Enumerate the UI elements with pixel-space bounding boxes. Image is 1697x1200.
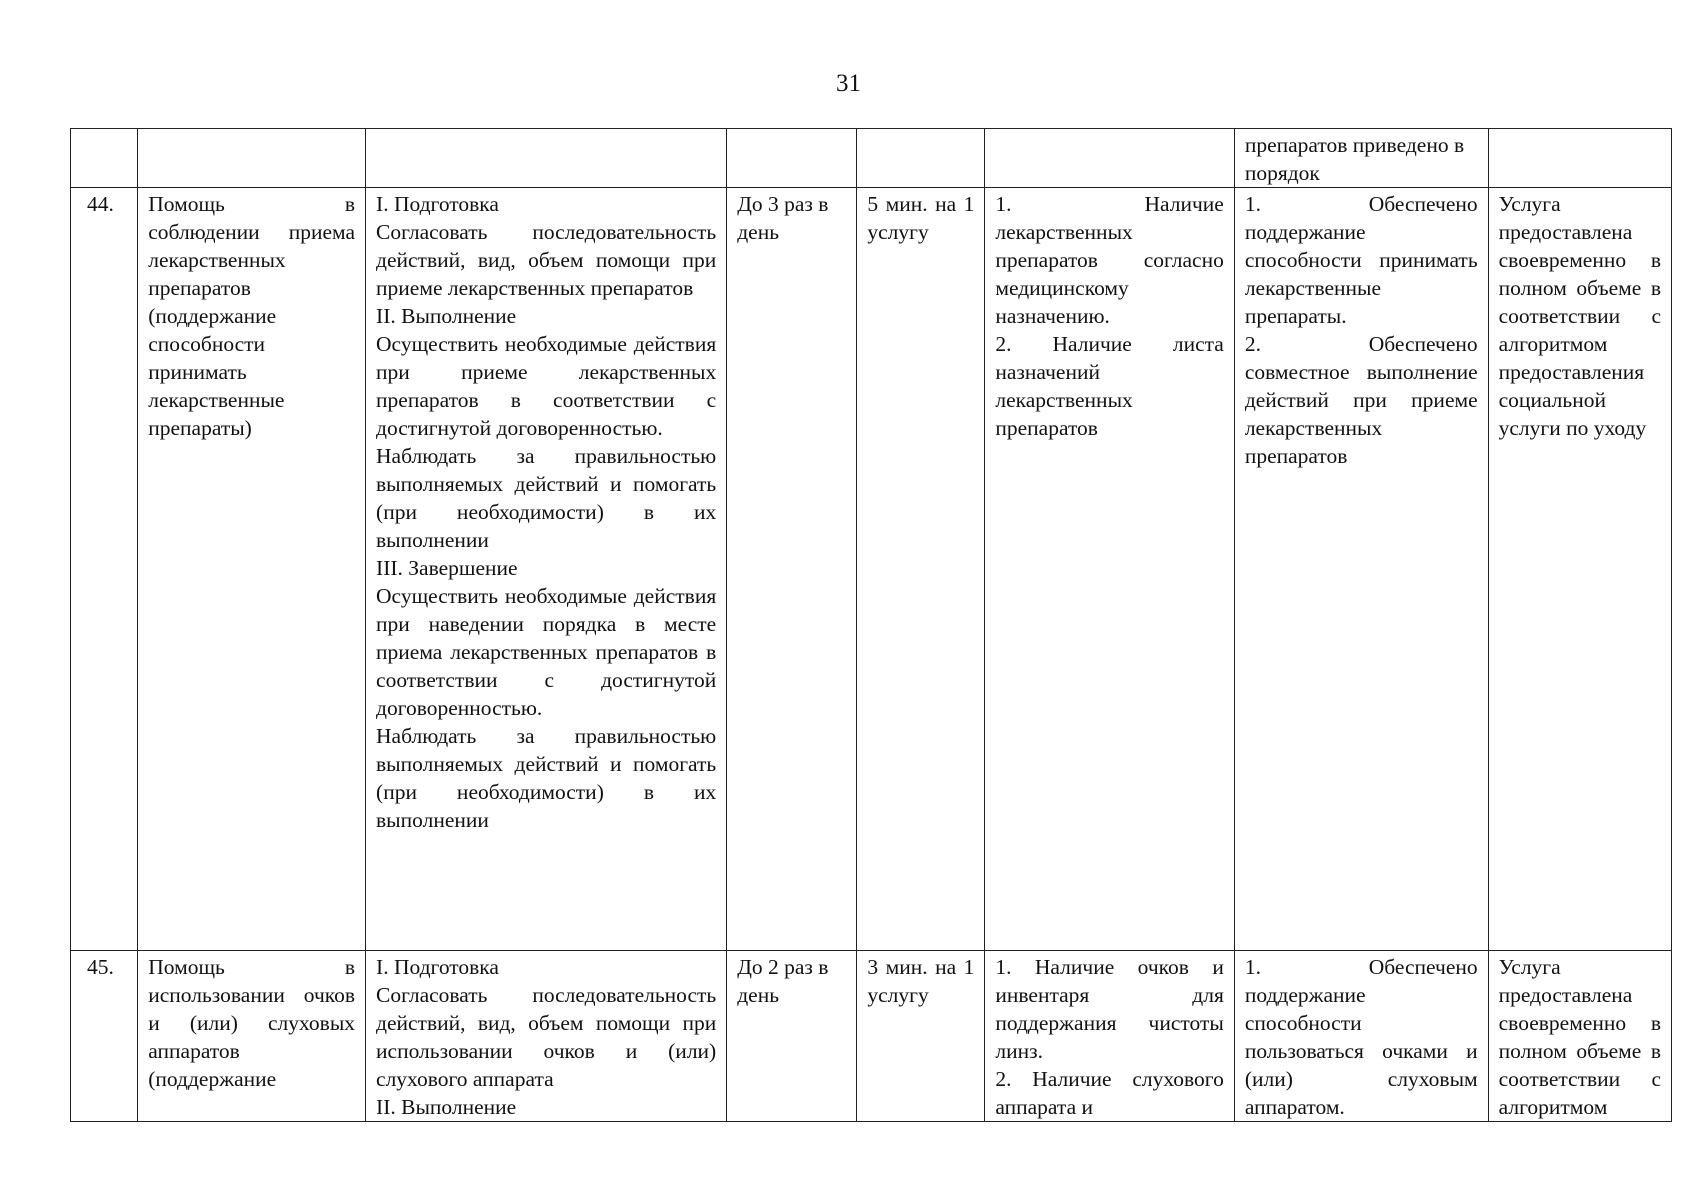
service-conditions: [985, 188, 1234, 951]
step-heading: I. Подготовка: [376, 192, 499, 216]
step-heading: III. Завершение: [376, 556, 518, 580]
condition-item: 1. Наличие очков и инвентаря для поддержания чистоты линз.: [995, 955, 1224, 1063]
service-name: Помощь в использовании очков и (или) слуховых аппаратов (поддержание: [138, 951, 366, 1122]
step-text: Наблюдать за правильностью выполняемых действий и помогать (при необходимости) в их выполнении: [376, 444, 717, 552]
result-item: 1. Обеспечено поддержание способности принимать лекарственные препараты.: [1244, 192, 1478, 328]
service-conditions: [985, 951, 1234, 1122]
table-row-45: [71, 951, 1672, 1122]
carry-over-row: [71, 129, 1672, 188]
step-text: Наблюдать за правильностью выполняемых действий и помогать (при необходимости) в их выполнении: [376, 724, 717, 832]
service-steps: [366, 188, 727, 951]
step-heading: II. Выполнение: [376, 304, 517, 328]
row-number: 44.: [71, 188, 138, 951]
step-text: Согласовать последовательность действий, вид, объем помощи при приеме лекарственных препаратов: [376, 220, 717, 300]
condition-item: 1. Наличие лекарственных препаратов согласно медицинскому назначению.: [995, 192, 1224, 328]
cell-empty: [857, 129, 985, 188]
services-table: [70, 128, 1672, 1122]
service-frequency: До 2 раз в день: [727, 951, 857, 1122]
step-heading: II. Выполнение: [376, 1095, 517, 1119]
cell-empty: [366, 129, 727, 188]
service-quality: Услуга предоставлена своевременно в полном объеме в соответствии с алгоритмом: [1488, 951, 1671, 1122]
table-row-44: [71, 188, 1672, 951]
service-time: 5 мин. на 1 услугу: [857, 188, 985, 951]
step-heading: I. Подготовка: [376, 955, 499, 979]
cell-empty: [71, 129, 138, 188]
service-results: [1234, 951, 1488, 1122]
cell-empty: [138, 129, 366, 188]
condition-item: 2. Наличие слухового аппарата и: [995, 1067, 1224, 1119]
service-results: [1234, 188, 1488, 951]
service-quality: Услуга предоставлена своевременно в полном объеме в соответствии с алгоритмом предоставления социальной услуги по уходу: [1488, 188, 1671, 951]
step-text: Согласовать последовательность действий, вид, объем помощи при использовании очков и (или) слухового аппарата: [376, 983, 717, 1091]
carry-result-cell: препаратов приведено в порядок: [1234, 129, 1488, 188]
service-frequency: До 3 раз в день: [727, 188, 857, 951]
result-item: 1. Обеспечено поддержание способности пользоваться очками и (или) слуховым аппаратом.: [1244, 955, 1478, 1119]
service-name: Помощь в соблюдении приема лекарственных препаратов (поддержание способности принимать лекарственные препараты): [138, 188, 366, 951]
service-time: 3 мин. на 1 услугу: [857, 951, 985, 1122]
step-text: Осуществить необходимые действия при приеме лекарственных препаратов в соответствии с достигнутой договоренностью.: [376, 332, 717, 440]
row-number: 45.: [71, 951, 138, 1122]
service-steps: [366, 951, 727, 1122]
result-item: 2. Обеспечено совместное выполнение действий при приеме лекарственных препаратов: [1244, 332, 1478, 468]
cell-empty: [727, 129, 857, 188]
condition-item: 2. Наличие листа назначений лекарственных препаратов: [995, 332, 1224, 440]
cell-empty: [1488, 129, 1671, 188]
cell-empty: [985, 129, 1234, 188]
page-number: 31: [836, 70, 861, 97]
step-text: Осуществить необходимые действия при наведении порядка в месте приема лекарственных препаратов в соответствии с достигнутой договоренностью.: [376, 584, 717, 720]
